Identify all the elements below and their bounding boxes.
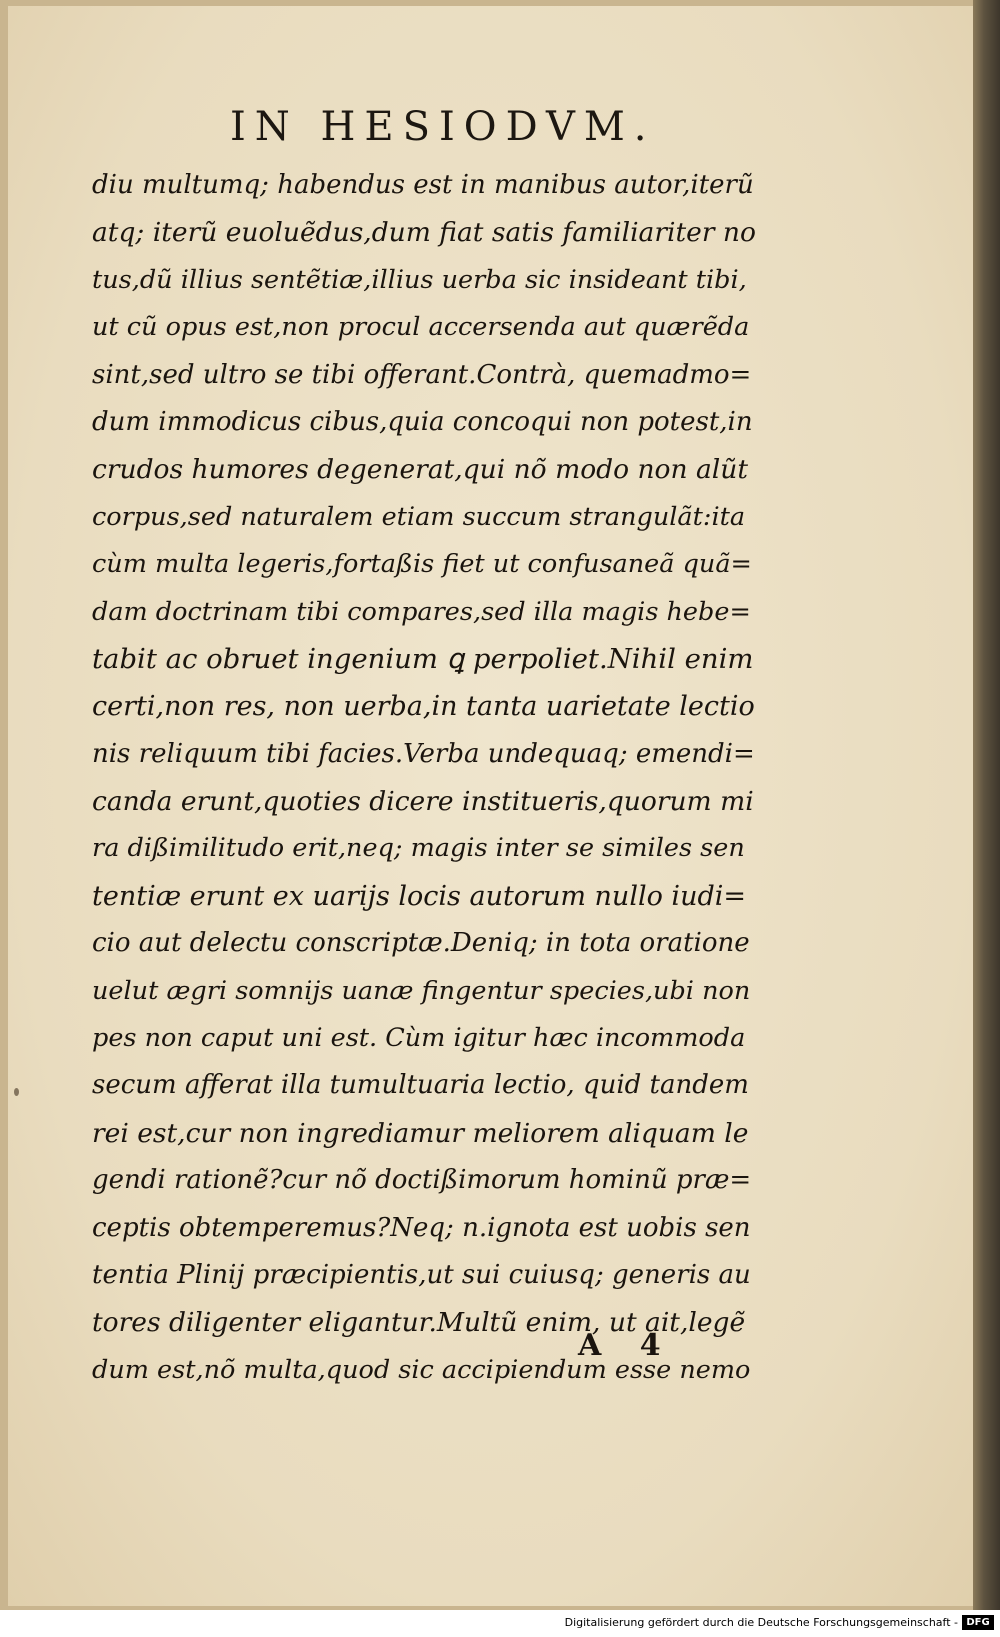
signature-mark: A 4: [578, 1328, 675, 1363]
text-line: tabit ac obruet ingenium ꝗ perpoliet.Nihil enim: [92, 642, 754, 675]
text-line: cio aut delectu conscriptæ.Deniq; in tota oratione: [92, 928, 750, 959]
text-line: secum afferat illa tumultuaria lectio, quid tandem: [92, 1070, 749, 1101]
text-line: tores diligenter eligantur.Multũ enim, ut ait,legẽ: [92, 1307, 746, 1339]
text-line: crudos humores degenerat,qui nõ modo non alũt: [92, 454, 748, 486]
running-head: IN HESIODVM.: [230, 104, 656, 150]
text-line: nis reliquum tibi facies.Verba undequaq; emendi=: [92, 738, 755, 769]
text-line: sint,sed ultro se tibi offerant.Contrà, quemadmo=: [92, 359, 752, 390]
text-line: tentia Plinij præcipientis,ut sui cuiusq; generis au: [92, 1259, 751, 1290]
ink-speck: [14, 1088, 19, 1096]
text-line: dam doctrinam tibi compares,sed illa magis hebe=: [92, 596, 751, 627]
text-line: uelut ægri somnijs uanæ fingentur species,ubi non: [92, 975, 751, 1006]
book-edge: [973, 0, 1000, 1610]
text-line: gendi rationẽ?cur nõ doctißimorum hominũ præ=: [92, 1165, 752, 1196]
text-line: dum immodicus cibus,quia concoqui non potest,in: [92, 406, 753, 437]
dfg-logo-icon: DFG: [962, 1615, 994, 1630]
text-line: diu multumq; habendus est in manibus autor,iterũ: [92, 170, 754, 200]
footer-credit: Digitalisierung gefördert durch die Deutsche Forschungsgemeinschaft -: [564, 1616, 958, 1629]
text-line: canda erunt,quoties dicere institueris,quorum mi: [92, 786, 754, 818]
text-line: ceptis obtemperemus?Neq; n.ignota est uobis sen: [92, 1212, 751, 1243]
text-line: corpus,sed naturalem etiam succum strangulãt:ita: [92, 501, 746, 532]
body-text: [92, 162, 757, 1394]
footer-bar: [0, 1612, 1000, 1637]
text-line: rei est,cur non ingrediamur meliorem aliquam le: [92, 1117, 749, 1149]
text-line: certi,non res, non uerba,in tanta uarietate lectio: [92, 691, 755, 723]
text-line: dum est,nõ multa,quod sic accipiendum esse nemo: [92, 1354, 751, 1385]
text-line: cùm multa legeris,fortaßis fiet ut confusaneã quã=: [92, 549, 752, 580]
text-line: atq; iterũ euoluẽdus,dum fiat satis familiariter no: [92, 217, 756, 249]
text-line: ut cũ opus est,non procul accersenda aut quærẽda: [92, 312, 750, 343]
text-line: ra dißimilitudo erit,neq; magis inter se similes sen: [92, 833, 745, 864]
text-line: tus,dũ illius sentẽtiæ,illius uerba sic insideant tibi,: [92, 264, 747, 295]
text-line: pes non caput uni est. Cùm igitur hæc incommoda: [92, 1023, 746, 1054]
text-line: tentiæ erunt ex uarijs locis autorum nullo iudi=: [92, 880, 746, 912]
